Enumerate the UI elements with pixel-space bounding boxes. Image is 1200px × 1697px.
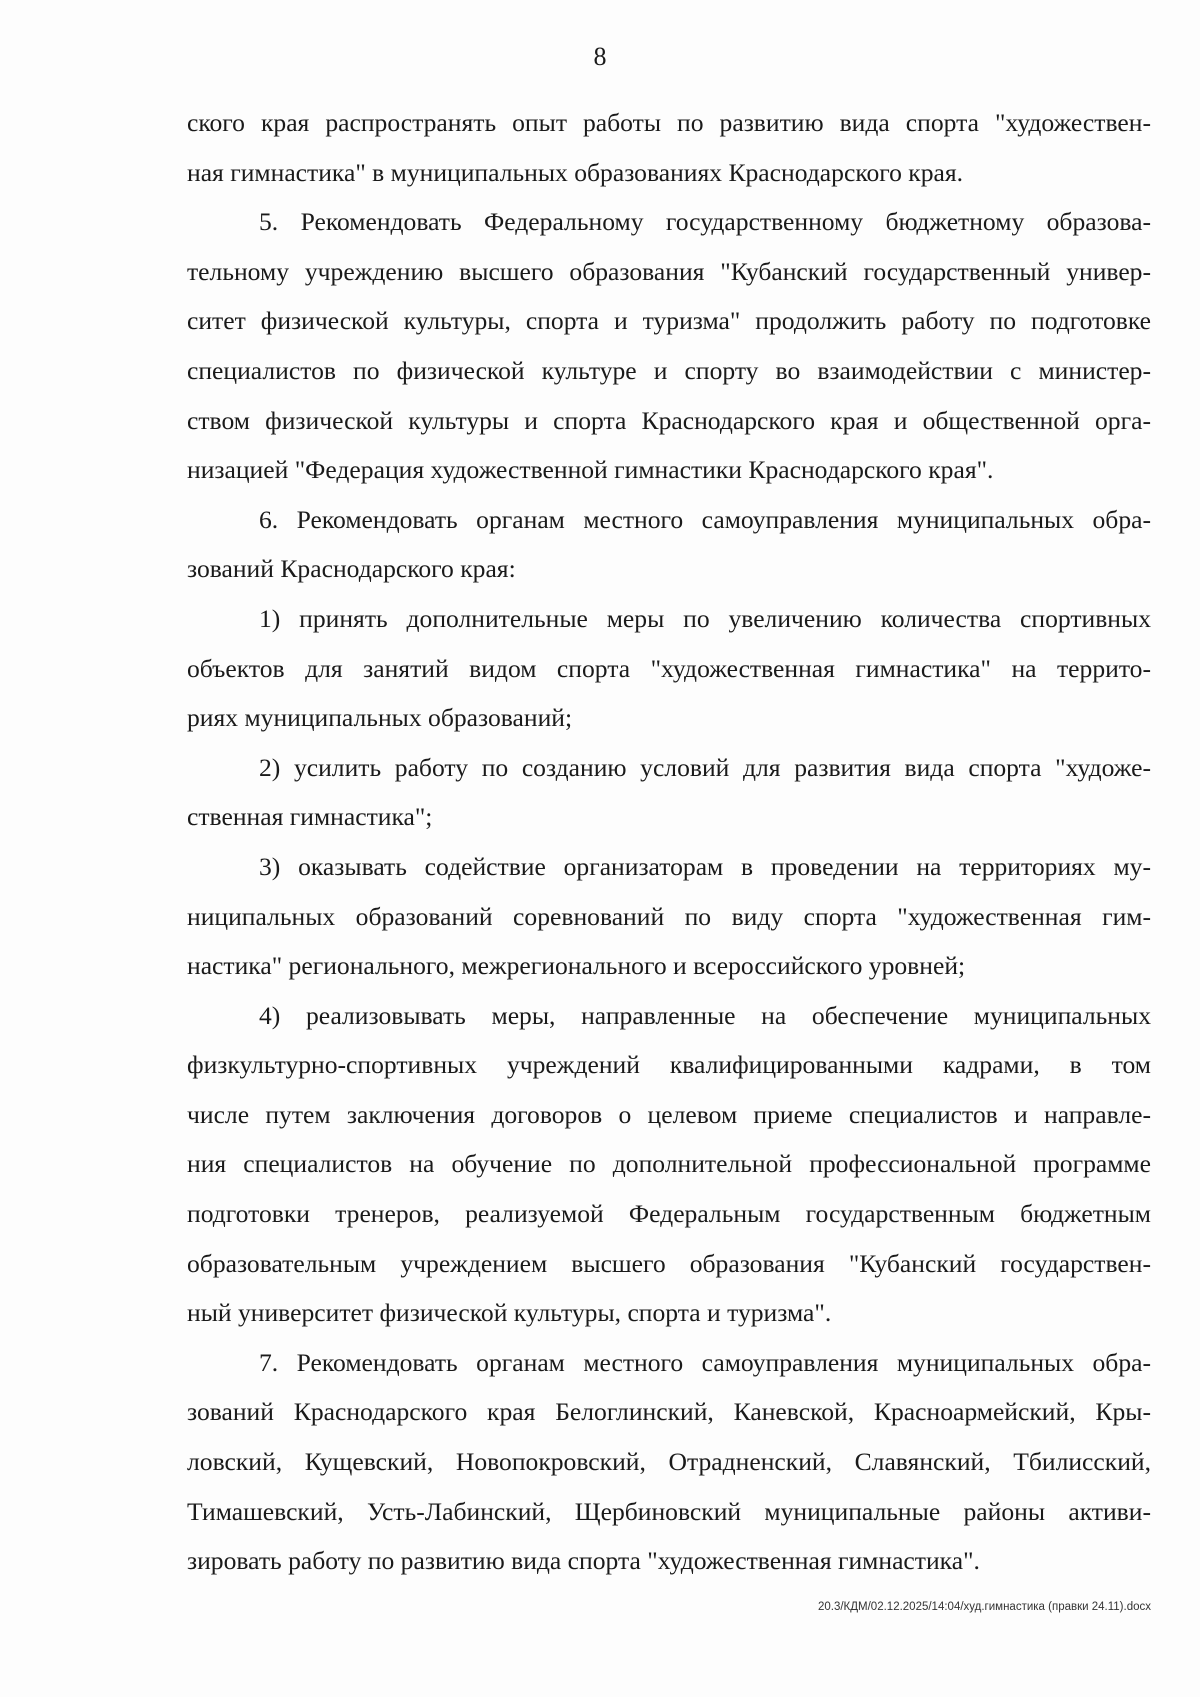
text-line: подготовки тренеров, реализуемой Федеральным государственным бюджетным bbox=[187, 1199, 1151, 1229]
text-line: физкультурно-спортивных учреждений квалифицированными кадрами, в том bbox=[187, 1050, 1151, 1080]
text-line: 6. Рекомендовать органам местного самоуправления муниципальных обра- bbox=[259, 504, 1151, 534]
text-line: образовательным учреждением высшего образования "Кубанский государствен- bbox=[187, 1248, 1151, 1278]
text-line: ния специалистов на обучение по дополнительной профессиональной программе bbox=[187, 1149, 1151, 1179]
text-line: ловский, Кущевский, Новопокровский, Отрадненский, Славянский, Тбилисский, bbox=[187, 1447, 1151, 1477]
text-line: объектов для занятий видом спорта "художественная гимнастика" на террито- bbox=[187, 653, 1151, 683]
page-number: 8 bbox=[593, 42, 607, 71]
text-line: 3) оказывать содействие организаторам в проведении на территориях му- bbox=[259, 851, 1151, 881]
text-line: зований Краснодарского края: bbox=[187, 554, 516, 584]
text-line: зований Краснодарского края Белоглинский, Каневской, Красноармейский, Кры- bbox=[187, 1397, 1151, 1427]
text-line: тельному учреждению высшего образования "Кубанский государственный универ- bbox=[187, 256, 1151, 286]
text-line: 5. Рекомендовать Федеральному государственному бюджетному образова- bbox=[259, 207, 1151, 237]
text-line: ный университет физической культуры, спорта и туризма". bbox=[187, 1298, 832, 1328]
document-body bbox=[187, 98, 1151, 1586]
text-line: ситет физической культуры, спорта и туризма" продолжить работу по подготовке bbox=[187, 306, 1151, 336]
text-line: специалистов по физической культуре и спорту во взаимодействии с министер- bbox=[187, 355, 1151, 385]
file-path-footer: 20.3/КДМ/02.12.2025/14:04/худ.гимнастика (правки 24.11).docx bbox=[817, 1601, 1151, 1613]
text-line: низацией "Федерация художественной гимнастики Краснодарского края". bbox=[187, 455, 994, 485]
text-line: 1) принять дополнительные меры по увеличению количества спортивных bbox=[259, 603, 1151, 633]
text-line: настика" регионального, межрегионального и всероссийского уровней; bbox=[187, 951, 966, 981]
text-line: риях муниципальных образований; bbox=[187, 703, 573, 733]
text-line: 4) реализовывать меры, направленные на обеспечение муниципальных bbox=[259, 1000, 1151, 1030]
text-line: ственная гимнастика"; bbox=[187, 802, 433, 832]
text-line: Тимашевский, Усть-Лабинский, Щербиновский муниципальные районы активи- bbox=[187, 1496, 1151, 1526]
text-line: 2) усилить работу по созданию условий для развития вида спорта "художе- bbox=[259, 752, 1151, 782]
text-line: 7. Рекомендовать органам местного самоуправления муниципальных обра- bbox=[259, 1347, 1151, 1377]
text-line: ского края распространять опыт работы по развитию вида спорта "художествен- bbox=[187, 108, 1151, 137]
text-line: зировать работу по развитию вида спорта "художественная гимнастика". bbox=[187, 1546, 980, 1576]
text-line: числе путем заключения договоров о целевом приеме специалистов и направле- bbox=[187, 1099, 1151, 1129]
text-line: ная гимнастика" в муниципальных образованиях Краснодарского края. bbox=[187, 157, 964, 187]
text-line: ниципальных образований соревнований по виду спорта "художественная гим- bbox=[187, 901, 1151, 931]
text-line: ством физической культуры и спорта Краснодарского края и общественной орга- bbox=[187, 405, 1151, 435]
